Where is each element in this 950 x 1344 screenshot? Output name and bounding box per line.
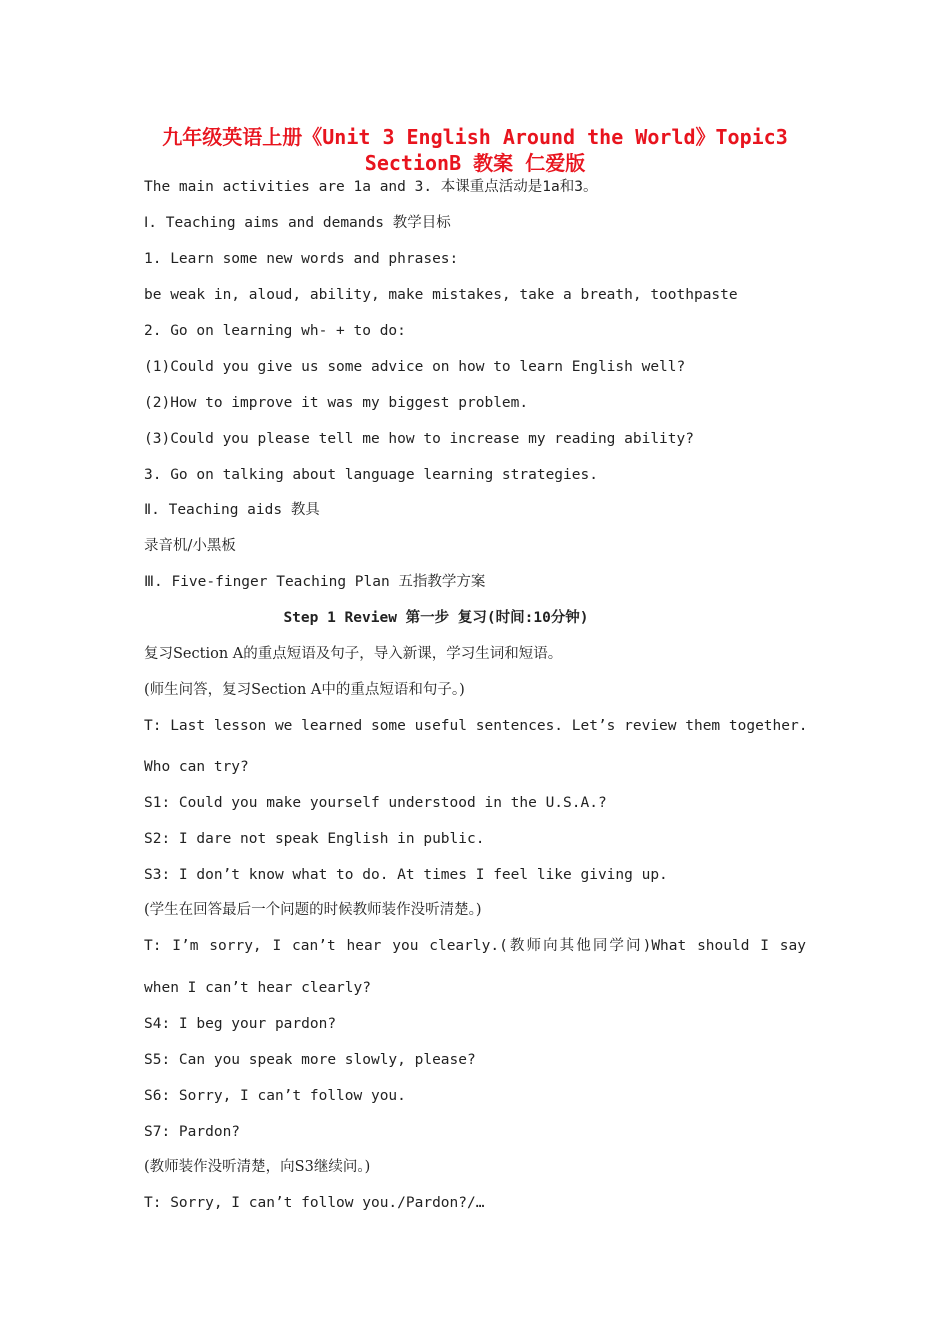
dialogue-teacher-2-continued: when I can’t hear clearly? — [144, 980, 371, 996]
dialogue-teacher-1: T: Last lesson we learned some useful sentences. Let’s review them together. — [144, 718, 808, 734]
dialogue-teacher-1-continued: Who can try? — [144, 759, 249, 775]
dialogue-s2: S2: I dare not speak English in public. — [144, 831, 485, 847]
example-sentence-3: (3)Could you please tell me how to increase my reading ability? — [144, 431, 694, 447]
dialogue-s3: S3: I don’t know what to do. At times I feel like giving up. — [144, 867, 668, 883]
dialogue-s7: S7: Pardon? — [144, 1124, 241, 1140]
vocabulary-list: be weak in, aloud, ability, make mistakes, take a breath, toothpaste — [144, 287, 738, 303]
teaching-aids-text: 录音机/小黑板 — [144, 538, 236, 554]
stage-direction-1: (师生问答，复习Section A中的重点短语和句子。) — [144, 682, 465, 698]
aim-3: 3. Go on talking about language learning strategies. — [144, 467, 598, 483]
section-heading-plan: Ⅲ. Five-finger Teaching Plan 五指教学方案 — [144, 574, 486, 590]
stage-direction-2: (学生在回答最后一个问题的时候教师装作没听清楚。) — [144, 902, 482, 918]
step-1-description: 复习Section A的重点短语及句子，导入新课，学习生词和短语。 — [144, 646, 563, 662]
document-title-line-1: 九年级英语上册《Unit 3 English Around the World》Topic3 — [162, 125, 788, 149]
aim-2: 2. Go on learning wh- + to do: — [144, 323, 406, 339]
aim-1: 1. Learn some new words and phrases: — [144, 251, 459, 267]
dialogue-s4: S4: I beg your pardon? — [144, 1016, 337, 1032]
document-title-line-2: SectionB 教案 仁爱版 — [364, 151, 586, 175]
dialogue-s1: S1: Could you make yourself understood in the U.S.A.? — [144, 795, 607, 811]
dialogue-s6: S6: Sorry, I can’t follow you. — [144, 1088, 406, 1104]
dialogue-teacher-2: T: I’m sorry, I can’t hear you clearly.(教师向其他同学问)What should I say — [144, 938, 806, 954]
section-heading-aids: Ⅱ. Teaching aids 教具 — [144, 502, 320, 518]
example-sentence-2: (2)How to improve it was my biggest problem. — [144, 395, 529, 411]
stage-direction-3: (教师装作没听清楚，向S3继续问。) — [144, 1159, 371, 1175]
intro-line: The main activities are 1a and 3. 本课重点活动是1a和3。 — [144, 179, 598, 195]
dialogue-s5: S5: Can you speak more slowly, please? — [144, 1052, 476, 1068]
dialogue-teacher-3: T: Sorry, I can’t follow you./Pardon?/… — [144, 1195, 485, 1211]
example-sentence-1: (1)Could you give us some advice on how to learn English well? — [144, 359, 686, 375]
step-1-heading: Step 1 Review 第一步 复习(时间:10分钟) — [283, 610, 589, 626]
section-heading-aims: Ⅰ. Teaching aims and demands 教学目标 — [144, 215, 451, 231]
